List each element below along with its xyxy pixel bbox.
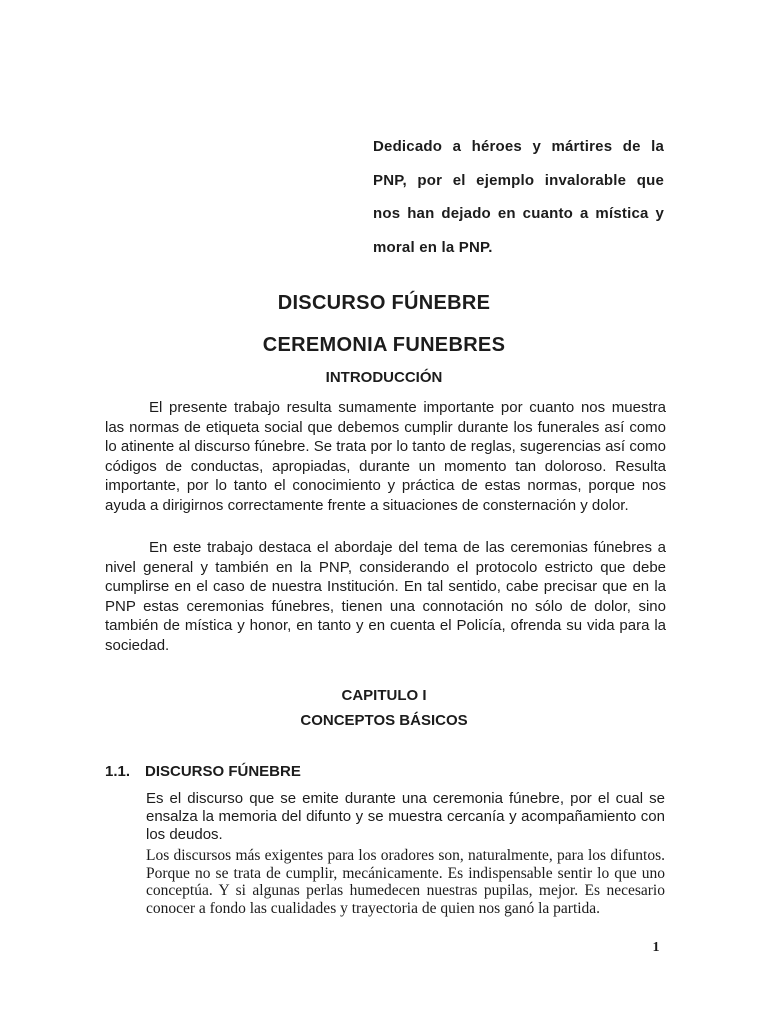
document-subtitle: CEREMONIA FUNEBRES — [262, 334, 506, 356]
chapter-subtitle: CONCEPTOS BÁSICOS — [300, 712, 468, 729]
introduction-heading: INTRODUCCIÓN — [325, 369, 443, 386]
section-1-1-paragraph-1: Es el discurso que se emite durante una ceremonia fúnebre, por el cual se ensalza la memoria del difunto y se muestra cercanía y acompañamiento con los deudos. — [146, 790, 665, 843]
chapter-title: CAPITULO I — [341, 687, 427, 704]
page-number: 1 — [652, 940, 660, 955]
section-1-1-paragraph-2: Los discursos más exigentes para los oradores son, naturalmente, para los difuntos. Porque no se trata de cumplir, mecánicamente. Es indispensable sentir lo que uno conceptúa. Y si algunas perlas humedecen nuestras pupilas, mejor. Es necesario conocer a fondo las cualidades y trayectoria de quien nos ganó la partida. — [146, 847, 665, 917]
introduction-paragraph-1: El presente trabajo resulta sumamente importante por cuanto nos muestra las normas de etiqueta social que debemos cumplir durante los funerales así como lo atinente al discurso fúnebre. Se trata por lo tanto de reglas, sugerencias así como códigos de conductas, apropiadas, durante un momento tan doloroso. Resulta importante, por lo tanto el conocimiento y práctica de estas normas, porque nos ayuda a dirigirnos correctamente frente a situaciones de consternación y dolor. — [105, 399, 666, 514]
section-title: DISCURSO FÚNEBRE — [145, 763, 301, 780]
section-number: 1.1. — [105, 763, 131, 780]
document-title: DISCURSO FÚNEBRE — [277, 292, 491, 314]
section-1-1-heading — [105, 763, 301, 780]
introduction-paragraph-2: En este trabajo destaca el abordaje del tema de las ceremonias fúnebres a nivel general y también en la PNP, considerando el protocolo estricto que debe cumplirse en el caso de nuestra Institución. En tal sentido, cabe precisar que en la PNP estas ceremonias fúnebres, tienen una connotación no sólo de dolor, sino también de mística y honor, en tanto y en cuenta el Policía, ofrenda su vida para la sociedad. — [105, 539, 666, 654]
dedication-text: Dedicado a héroes y mártires de la PNP, por el ejemplo invalorable que nos han dejado en cuanto a mística y moral en la PNP. — [373, 138, 664, 256]
